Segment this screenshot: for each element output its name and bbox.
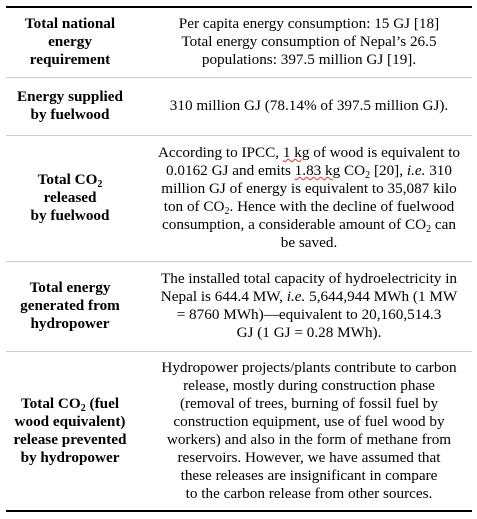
row-label: Energy supplied by fuelwood xyxy=(17,88,123,123)
table-row xyxy=(6,261,472,351)
table-row xyxy=(6,7,472,77)
row-description: 310 million GJ (78.14% of 397.5 million GJ). xyxy=(169,97,449,114)
table-row xyxy=(6,77,472,135)
row-description: Per capita energy consumption: 15 GJ [18] Total energy consumption of Nepal’s 26.5 populations: 397.5 million GJ [19]. xyxy=(178,15,440,69)
energy-table xyxy=(6,6,472,512)
row-description: The installed total capacity of hydroelectricity in Nepal is 644.4 MW, i.e. 5,644,944 MWh (1 MW = 8760 MWh)—equivalent to 20,160,514.3 GJ (1 GJ = 0.28 MWh). xyxy=(160,270,458,341)
row-label: Total $CO_2$ released by fuelwood xyxy=(30,171,110,224)
table-row xyxy=(6,135,472,261)
row-description: Hydropower projects/plants contribute to carbon release, mostly during construction phase (removal of trees, burning of fossil fuel by construction equipment, use of fuel wood by workers) and also in the form of methane from reservoirs. However, we have assumed that these releases are insignificant in compare to the carbon release from other sources. xyxy=(161,358,457,502)
row-label: Total national energy requirement xyxy=(24,15,116,69)
row-label: Total energy generated from hydropower xyxy=(20,279,120,332)
row-description: According to IPCC, 1 kg of wood is equivalent to 0.0162 GJ and emits 1.83 kg $CO_2$ [20], i.e. 310 million GJ of energy is equivalent to 35,087 kilo ton of $CO_2$. Hence with the decline of fuelwood consumption, a considerable amount of $CO_2$ can be saved. xyxy=(157,144,461,251)
table-row xyxy=(6,351,472,511)
row-label: Total $CO_2$ (fuel wood equivalent) release prevented by hydropower xyxy=(13,394,127,466)
